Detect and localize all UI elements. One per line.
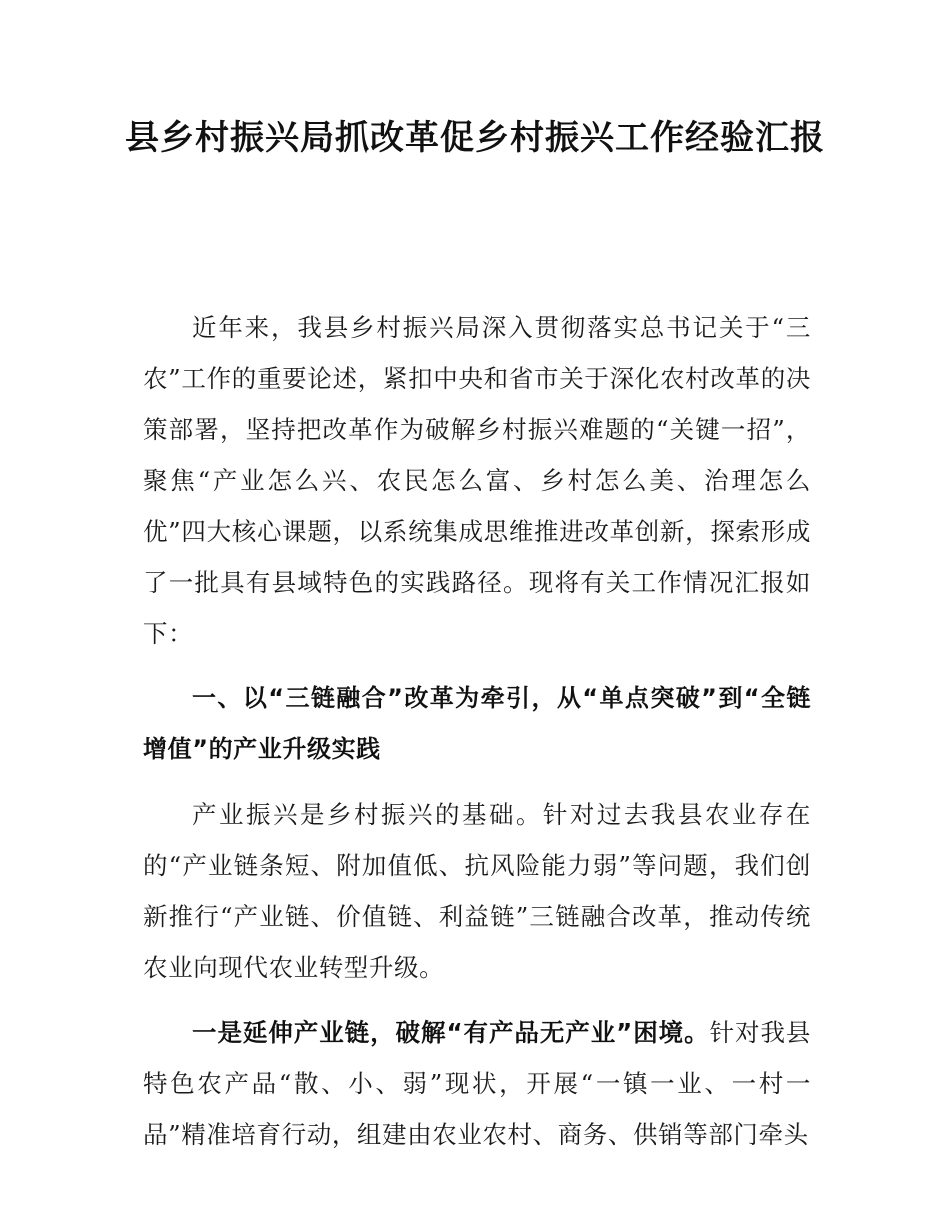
paragraph-gap xyxy=(143,775,811,789)
intro-paragraph: 近年来，我县乡村振兴局深入贯彻落实总书记关于“三农”工作的重要论述，紧扣中央和省市关于深化农村改革的决策部署，坚持把改革作为破解乡村振兴难题的“关键一招”，聚焦“产业怎么兴、农民怎么富、乡村怎么美、治理怎么优”四大核心课题，以系统集成思维推进改革创新，探索形成了一批具有县域特色的实践路径。现将有关工作情况汇报如下： xyxy=(143,313,811,648)
section-1-paragraph: 产业振兴是乡村振兴的基础。针对过去我县农业存在的“产业链条短、附加值低、抗风险能力弱”等问题，我们创新推行“产业链、价值链、利益链”三链融合改革，推动传统农业向现代农业转型升级。 xyxy=(143,800,811,982)
document-title: 县乡村振兴局抓改革促乡村振兴工作经验汇报 xyxy=(125,118,825,158)
point-1-text: 针对我县特色农产品“散、小、弱”现状，开展“一镇一业、一村一品”精准培育行动，组建由农业农村、商务、供销等部门牵头 xyxy=(143,1018,811,1149)
document-body xyxy=(143,302,811,1160)
paragraph-gap xyxy=(143,993,811,1007)
point-1-lead: 一是延伸产业链，破解“有产品无产业”困境。 xyxy=(192,1018,710,1047)
section-1-heading: 一、以“三链融合”改革为牵引，从“单点突破”到“全链增值”的产业升级实践 xyxy=(143,684,811,763)
paragraph-gap xyxy=(143,659,811,673)
point-1-paragraph xyxy=(143,1007,811,1160)
